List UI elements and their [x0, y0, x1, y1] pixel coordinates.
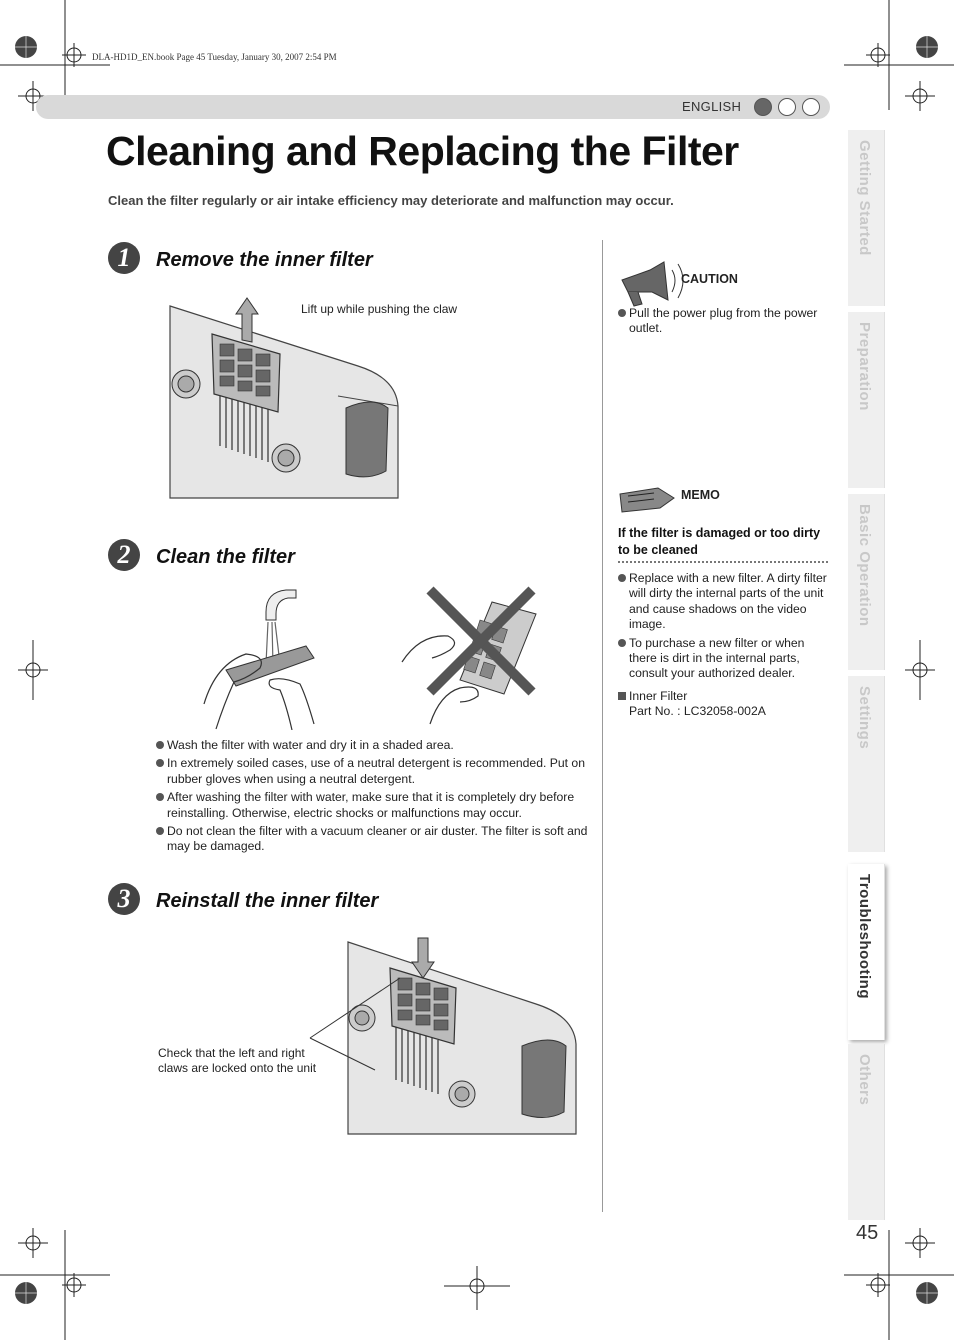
step-2-number: 2: [108, 539, 140, 571]
list-item: Replace with a new filter. A dirty filter will dirty the internal parts of the unit and cause shadows on the video image.: [618, 571, 830, 633]
step-2-title: Clean the filter: [156, 546, 295, 568]
step-3-title: Reinstall the inner filter: [156, 890, 379, 912]
step-3-number: 3: [108, 883, 140, 915]
list-item: Wash the filter with water and dry it in a shaded area.: [156, 738, 590, 753]
caution-label: CAUTION: [681, 272, 738, 286]
memo-bullets: [618, 571, 830, 685]
section-tabs: [848, 68, 954, 1272]
tab-troubleshooting[interactable]: Troubleshooting: [848, 864, 885, 1040]
step-3-caption: Check that the left and right claws are locked onto the unit: [158, 1046, 317, 1075]
step-1-title: Remove the inner filter: [156, 249, 373, 271]
step-2-bullets: [156, 738, 590, 858]
vacuum-not-allowed-illustration: [400, 584, 540, 730]
projector-remove-filter-illustration: [168, 296, 408, 500]
dotted-divider: [618, 561, 828, 563]
tab-getting-started[interactable]: Getting Started: [848, 130, 885, 306]
list-item: Pull the power plug from the power outlet.: [618, 306, 830, 337]
part-info: Inner Filter Part No. : LC32058-002A: [618, 689, 954, 720]
column-divider: [602, 240, 603, 1212]
language-dot: [778, 98, 796, 116]
memo-heading: If the filter is damaged or too dirty to be cleaned: [618, 526, 821, 557]
tab-preparation[interactable]: Preparation: [848, 312, 885, 488]
step-1-caption: Lift up while pushing the claw: [301, 302, 458, 316]
language-label: ENGLISH: [682, 99, 742, 114]
page-title: Cleaning and Replacing the Filter: [106, 128, 739, 174]
list-item: Do not clean the filter with a vacuum cleaner or air duster. The filter is soft and may be damaged.: [156, 824, 590, 855]
list-item: In extremely soiled cases, use of a neutral detergent is recommended. Put on rubber gloves when using a neutral detergent.: [156, 756, 590, 787]
print-info: DLA-HD1D_EN.book Page 45 Tuesday, January 30, 2007 2:54 PM: [92, 52, 337, 62]
memo-label: MEMO: [681, 488, 720, 502]
memo-pencil-icon: [618, 484, 678, 514]
megaphone-icon: [616, 258, 690, 310]
language-dot: [802, 98, 820, 116]
tab-basic-operation[interactable]: Basic Operation: [848, 494, 885, 670]
page-number: 45: [856, 1222, 879, 1244]
list-item: After washing the filter with water, make sure that it is completely dry before reinstalling. Otherwise, electric shocks or malfunctions may occur.: [156, 790, 590, 821]
tab-settings[interactable]: Settings: [848, 676, 885, 852]
caution-bullets: [618, 306, 830, 340]
list-item: To purchase a new filter or when there is dirt in the internal parts, consult your authorized dealer.: [618, 636, 830, 682]
washing-filter-illustration: [196, 584, 326, 730]
step-1-number: 1: [108, 242, 140, 274]
tab-others[interactable]: Others: [848, 1044, 885, 1220]
page-subtitle: Clean the filter regularly or air intake efficiency may deteriorate and malfunction may occur.: [108, 193, 674, 208]
language-dot-active: [754, 98, 772, 116]
